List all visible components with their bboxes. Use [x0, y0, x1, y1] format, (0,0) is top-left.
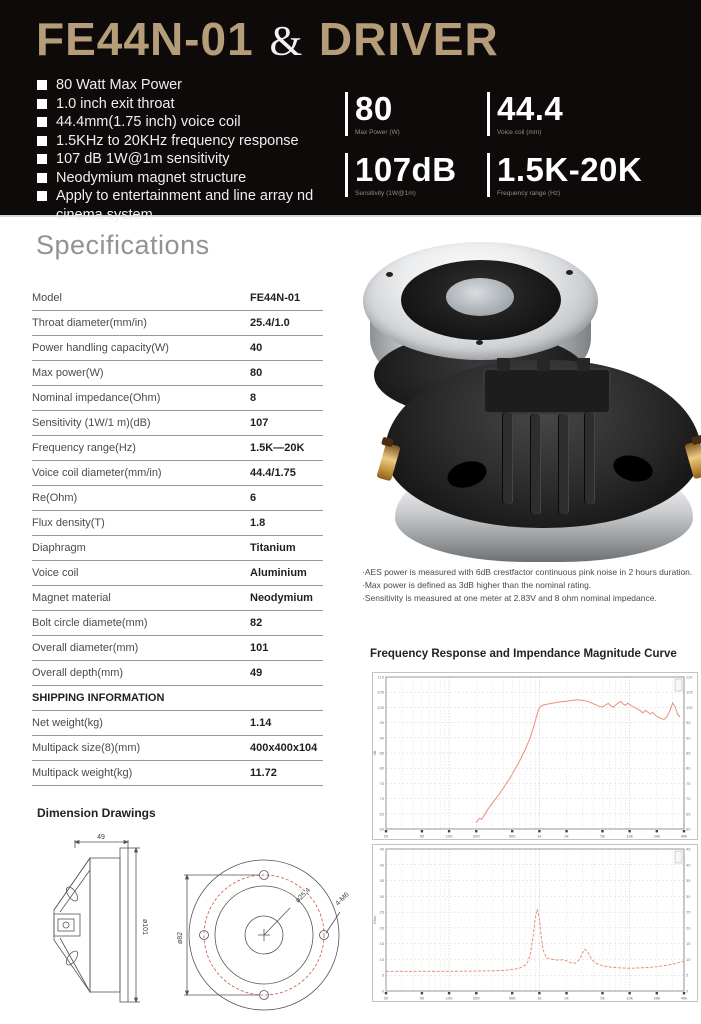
row-label: Multipack weight(kg): [32, 767, 133, 779]
stat-block: [487, 153, 642, 197]
feature-text: 80 Watt Max Power: [56, 77, 182, 93]
table-section-header: [32, 686, 323, 711]
table-row: [32, 711, 323, 736]
stat-value: 44.4: [497, 90, 564, 127]
svg-text:25: 25: [686, 909, 691, 915]
svg-text:10k: 10k: [626, 833, 633, 839]
svg-text:20: 20: [383, 833, 389, 839]
row-value: 1.8: [250, 517, 266, 529]
table-row: [32, 361, 323, 386]
svg-text:100: 100: [377, 704, 384, 710]
svg-text:50: 50: [419, 995, 425, 1001]
row-label: Multipack size(8)(mm): [32, 742, 141, 754]
bolt-hole: [476, 340, 483, 345]
row-value: 82: [250, 617, 263, 629]
row-value: 40: [250, 342, 263, 354]
svg-text:500: 500: [508, 833, 516, 839]
svg-text:1k: 1k: [537, 833, 542, 839]
row-label: Model: [32, 292, 62, 304]
svg-text:0: 0: [381, 988, 384, 994]
table-row: [32, 561, 323, 586]
row-label: Diaphragm: [32, 542, 86, 554]
table-row: [32, 636, 323, 661]
row-value: 107: [250, 417, 269, 429]
svg-text:Ohm: Ohm: [372, 915, 377, 925]
table-row: [32, 511, 323, 536]
row-value: Titanium: [250, 542, 296, 554]
svg-text:110: 110: [377, 674, 384, 680]
row-label: Voice coil diameter(mm/in): [32, 467, 162, 479]
svg-text:90: 90: [379, 735, 384, 741]
feature-list: [37, 76, 342, 224]
stat-value: 1.5K-20K: [497, 151, 643, 188]
row-label: Net weight(kg): [32, 717, 103, 729]
svg-text:100: 100: [686, 704, 693, 710]
row-label: Power handling capacity(W): [32, 342, 169, 354]
row-label: Voice coil: [32, 567, 79, 579]
diameter-dimension-label: ø101: [141, 919, 148, 935]
square-bullet-icon: [37, 117, 47, 127]
svg-text:40: 40: [686, 862, 691, 868]
svg-text:20k: 20k: [653, 833, 661, 839]
note-line: ·AES power is measured with 6dB crestfactor continuous pink noise in 2 hours duration.: [362, 567, 693, 577]
svg-text:20: 20: [383, 995, 389, 1001]
feature-item: [37, 169, 342, 188]
feature-text: 44.4mm(1.75 inch) voice coil: [56, 114, 241, 130]
plate-tab: [497, 358, 510, 371]
note-line: ·Max power is defined as 3dB higher than the nominal rating.: [362, 580, 592, 591]
throat-dimension-label: ø25.4: [294, 886, 313, 905]
svg-text:5: 5: [381, 972, 384, 978]
svg-text:25: 25: [379, 909, 384, 915]
row-label: Re(Ohm): [32, 492, 78, 504]
table-row: [32, 586, 323, 611]
table-row: [32, 386, 323, 411]
row-value: Neodymium: [250, 592, 313, 604]
driver-plate: [483, 368, 611, 414]
svg-text:500: 500: [508, 995, 516, 1001]
svg-text:5k: 5k: [600, 995, 605, 1001]
svg-text:20: 20: [379, 925, 384, 931]
svg-text:5: 5: [686, 972, 689, 978]
row-value: FE44N-01: [250, 292, 301, 304]
frequency-response-chart: [372, 672, 698, 840]
front-view-drawing: [160, 846, 352, 1024]
feature-text: 1.0 inch exit throat: [56, 95, 175, 112]
table-row: [32, 336, 323, 361]
bolt-hole: [566, 270, 573, 275]
stat-caption: Max Power (W): [355, 128, 400, 136]
stat-caption: Frequency range (Hz): [497, 189, 561, 197]
depth-dimension-label: 49: [97, 834, 105, 841]
svg-text:95: 95: [686, 720, 691, 726]
svg-text:70: 70: [686, 796, 691, 802]
feature-item: [37, 150, 342, 169]
svg-text:75: 75: [379, 780, 384, 786]
rib: [559, 414, 568, 514]
row-label: Throat diameter(mm/in): [32, 317, 147, 329]
stat-block: [487, 92, 563, 136]
svg-text:10k: 10k: [626, 995, 633, 1001]
svg-text:dB: dB: [372, 750, 377, 756]
svg-text:15: 15: [686, 941, 691, 947]
svg-text:0: 0: [686, 988, 689, 994]
table-row: [32, 611, 323, 636]
svg-text:2k: 2k: [564, 995, 569, 1001]
stat-block: [345, 92, 400, 136]
square-bullet-icon: [37, 173, 47, 183]
table-row: [32, 286, 323, 311]
note-line: ·Sensitivity is measured at one meter at 2.83V and 8 ohm nominal impedance.: [362, 593, 657, 604]
bolt-dimension-label: 4-M6: [334, 891, 351, 908]
svg-text:100: 100: [445, 833, 453, 839]
svg-text:35: 35: [686, 878, 691, 884]
row-label: Frequency range(Hz): [32, 442, 136, 454]
driver-dome: [446, 278, 514, 316]
feature-text: 107 dB 1W@1m sensitivity: [56, 151, 230, 167]
svg-text:65: 65: [686, 811, 691, 817]
charts-section-title: Frequency Response and Impendance Magnitude Curve: [370, 648, 677, 660]
row-label: Sensitivity (1W/1 m)(dB): [32, 417, 151, 429]
svg-text:40: 40: [379, 862, 384, 868]
row-value: 400x400x104: [250, 742, 318, 754]
row-label: Flux density(T): [32, 517, 105, 529]
feature-item: [37, 132, 342, 151]
terminal-tip-left: [381, 437, 394, 448]
svg-text:2k: 2k: [564, 833, 569, 839]
svg-text:75: 75: [686, 780, 691, 786]
row-value: 1.14: [250, 717, 272, 729]
table-row: [32, 311, 323, 336]
svg-text:95: 95: [379, 720, 384, 726]
table-row: [32, 411, 323, 436]
stat-value: 107dB: [355, 151, 457, 188]
svg-text:15: 15: [379, 941, 384, 947]
row-value: 6: [250, 492, 257, 504]
row-value: 25.4/1.0: [250, 317, 290, 329]
rib: [531, 414, 540, 514]
dimension-drawings-heading: Dimension Drawings: [37, 806, 156, 820]
row-value: 11.72: [250, 767, 277, 779]
table-row: [32, 761, 323, 786]
svg-text:200: 200: [472, 833, 480, 839]
stat-block: [345, 153, 457, 197]
svg-text:10: 10: [379, 956, 384, 962]
row-value: 44.4/1.75: [250, 467, 296, 479]
svg-text:100: 100: [445, 995, 453, 1001]
row-label: Max power(W): [32, 367, 104, 379]
title-suffix: DRIVER: [318, 13, 499, 65]
svg-text:60: 60: [379, 826, 384, 832]
svg-text:70: 70: [379, 796, 384, 802]
svg-text:30: 30: [379, 893, 384, 899]
table-row: [32, 736, 323, 761]
rib: [585, 412, 594, 504]
row-value: Aluminium: [250, 567, 307, 579]
svg-text:45: 45: [686, 846, 691, 852]
svg-text:35: 35: [379, 878, 384, 884]
svg-text:30: 30: [686, 893, 691, 899]
table-row: [32, 486, 323, 511]
row-value: 49: [250, 667, 263, 679]
row-label: Overall depth(mm): [32, 667, 124, 679]
svg-text:80: 80: [686, 765, 691, 771]
driver-back-view-image: [385, 360, 701, 566]
stat-caption: Sensitivity (1W@1m): [355, 189, 416, 197]
feature-item: [37, 113, 342, 132]
square-bullet-icon: [37, 191, 47, 201]
row-value: 8: [250, 392, 257, 404]
feature-text: Neodymium magnet structure: [56, 169, 247, 186]
table-row: [32, 461, 323, 486]
feature-item: [37, 95, 342, 114]
product-photo: [352, 232, 701, 566]
feature-item: [37, 187, 342, 224]
svg-text:45: 45: [379, 846, 384, 852]
svg-text:5k: 5k: [600, 833, 605, 839]
row-label: Overall diameter(mm): [32, 642, 139, 654]
row-value: 1.5K—20K: [250, 442, 305, 454]
title-ampersand: &: [269, 19, 304, 65]
hero-header: [0, 0, 701, 223]
table-row: [32, 436, 323, 461]
svg-text:105: 105: [686, 689, 693, 695]
svg-text:40k: 40k: [680, 995, 688, 1001]
feature-text: Apply to entertainment and line array nd cinema system: [56, 188, 314, 223]
feature-item: [37, 76, 342, 95]
svg-text:20k: 20k: [653, 995, 661, 1001]
page-title: [36, 12, 499, 66]
impedance-curve-chart: [372, 844, 698, 1002]
square-bullet-icon: [37, 154, 47, 164]
svg-text:10: 10: [686, 956, 691, 962]
bolt-circle-dimension-label: ø82: [177, 931, 184, 945]
square-bullet-icon: [37, 136, 47, 146]
row-label: Bolt circle diamete(mm): [32, 617, 148, 629]
title-model: FE44N-01: [36, 13, 254, 65]
svg-text:110: 110: [686, 674, 693, 680]
table-row: [32, 536, 323, 561]
svg-text:65: 65: [379, 811, 384, 817]
row-value: 80: [250, 367, 263, 379]
square-bullet-icon: [37, 80, 47, 90]
svg-text:60: 60: [686, 826, 691, 832]
stat-value: 80: [355, 90, 393, 127]
plate-tab: [537, 358, 550, 371]
row-label: SHIPPING INFORMATION: [32, 692, 165, 704]
svg-text:105: 105: [377, 689, 384, 695]
svg-text:90: 90: [686, 735, 691, 741]
row-label: Nominal impedance(Ohm): [32, 392, 161, 404]
row-value: 101: [250, 642, 269, 654]
stat-caption: Voice coil (mm): [497, 128, 542, 136]
measurement-notes: [362, 566, 701, 606]
svg-text:200: 200: [472, 995, 480, 1001]
table-row: [32, 661, 323, 686]
specifications-table: [32, 286, 323, 786]
feature-text: 1.5KHz to 20KHz frequency response: [56, 132, 299, 149]
row-label: Magnet material: [32, 592, 111, 604]
square-bullet-icon: [37, 99, 47, 109]
rib: [503, 412, 512, 504]
side-view-drawing: [30, 832, 150, 1014]
svg-text:20: 20: [686, 925, 691, 931]
svg-text:40k: 40k: [680, 833, 688, 839]
svg-text:80: 80: [379, 765, 384, 771]
specifications-heading: Specifications: [36, 230, 210, 260]
svg-text:85: 85: [379, 750, 384, 756]
svg-text:1k: 1k: [537, 995, 542, 1001]
svg-text:85: 85: [686, 750, 691, 756]
svg-text:50: 50: [419, 833, 425, 839]
bolt-hole: [386, 272, 393, 277]
plate-tab: [577, 358, 590, 371]
